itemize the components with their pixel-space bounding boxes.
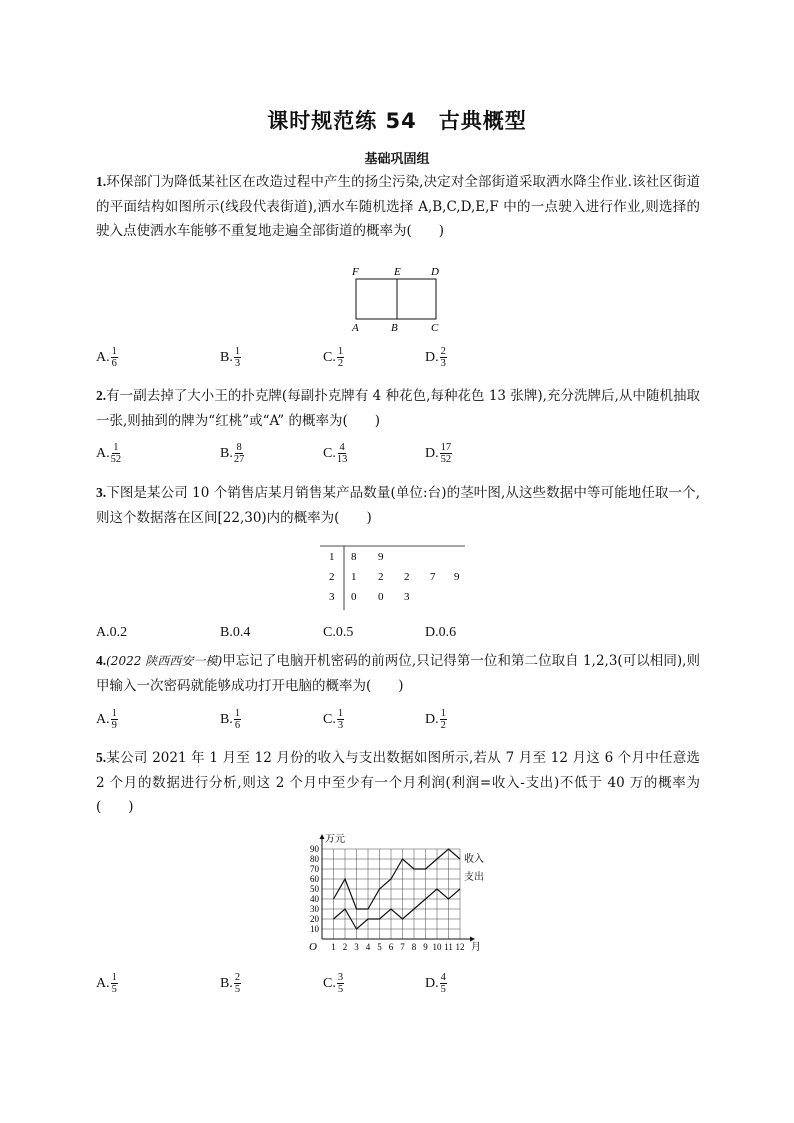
page-title: 课时规范练 54 古典概型 xyxy=(267,109,527,133)
legend-expense: 支出 xyxy=(464,872,484,883)
point-C: C xyxy=(431,322,439,334)
income-expense-chart xyxy=(296,822,496,954)
option-d[interactable]: D. $\frac{17}{52}$ xyxy=(425,442,452,465)
stem-1: 1 xyxy=(329,551,335,563)
question-4 xyxy=(96,649,700,698)
option-a[interactable]: A. $\frac{1}{52}$ xyxy=(96,442,122,465)
question-number: 2. xyxy=(96,388,107,403)
option-c[interactable]: C. 0.5 xyxy=(323,625,354,640)
option-d[interactable]: D. $\frac{2}{3}$ xyxy=(425,346,446,369)
question-text: 有一副去掉了大小王的扑克牌(每副扑克牌有 4 种花色,每种花色 13 张牌),充分洗牌后,从中随机抽取一张,则抽到的牌为“红桃”或“A” 的概率为( ) xyxy=(96,388,700,429)
option-a[interactable]: A. 0.2 xyxy=(96,625,128,640)
chart-grid xyxy=(322,849,460,939)
y-tick-label: 30 xyxy=(310,904,319,914)
question-number: 5. xyxy=(96,750,107,765)
q1-options xyxy=(96,346,716,376)
leaf: 1 xyxy=(351,571,357,583)
question-text: 甲忘记了电脑开机密码的前两位,只记得第一位和第二位取自 1,2,3(可以相同),则甲输入一次密码就能够成功打开电脑的概率为( ) xyxy=(96,653,701,694)
option-c[interactable]: C. $\frac{4}{13}$ xyxy=(323,442,348,465)
y-axis-arrow xyxy=(320,834,325,839)
question-source: (2022 陕西西安一模) xyxy=(106,654,223,668)
question-2 xyxy=(96,384,700,433)
point-A: A xyxy=(352,322,359,334)
stem-leaf-plot xyxy=(320,540,470,612)
x-tick-label: 2 xyxy=(342,942,348,952)
option-d[interactable]: D. 0.6 xyxy=(425,625,457,640)
x-tick-label: 9 xyxy=(423,942,428,952)
x-tick-label: 4 xyxy=(365,942,371,952)
x-tick-label: 7 xyxy=(400,942,405,952)
origin-label: O xyxy=(309,941,317,953)
leaf: 2 xyxy=(404,571,410,583)
leaf: 3 xyxy=(404,591,410,603)
question-text: 某公司 2021 年 1 月至 12 月份的收入与支出数据如图所示,若从 7 月至 12 月这 6 个月中任意选 2 个月的数据进行分析,则这 2 个月中至少有一个月利润(利润=收入-支出)不低于 40 万的概率为( ) xyxy=(96,750,700,815)
y-tick-label: 20 xyxy=(310,914,319,924)
x-axis-label: 月 xyxy=(471,942,481,953)
option-d[interactable]: D. $\frac{4}{5}$ xyxy=(425,972,446,995)
y-tick-label: 50 xyxy=(310,884,319,894)
x-tick-label: 12 xyxy=(455,942,465,952)
option-b[interactable]: B. $\frac{8}{27}$ xyxy=(220,442,245,465)
point-B: B xyxy=(391,322,398,334)
y-tick-label: 80 xyxy=(310,854,319,864)
option-c[interactable]: C. $\frac{1}{3}$ xyxy=(323,708,344,731)
q5-options xyxy=(96,972,716,1002)
leaf: 9 xyxy=(378,551,384,563)
question-3 xyxy=(96,481,700,530)
point-D: D xyxy=(431,266,439,278)
chart-axes xyxy=(320,834,476,942)
q4-options xyxy=(96,708,716,738)
x-axis-arrow xyxy=(470,937,475,942)
option-b[interactable]: B. $\frac{1}{6}$ xyxy=(220,708,241,731)
option-a[interactable]: A. $\frac{1}{9}$ xyxy=(96,708,117,731)
leaf: 0 xyxy=(378,591,384,603)
option-a[interactable]: A. $\frac{1}{6}$ xyxy=(96,346,117,369)
question-text: 下图是某公司 10 个销售店某月销售某产品数量(单位:台)的茎叶图,从这些数据中等可能地任取一个,则这个数据落在区间[22,30)内的概率为( ) xyxy=(96,485,700,526)
option-d[interactable]: D. $\frac{1}{2}$ xyxy=(425,708,446,731)
question-5 xyxy=(96,746,700,820)
option-b[interactable]: B. $\frac{1}{3}$ xyxy=(220,346,241,369)
option-b[interactable]: B. 0.4 xyxy=(220,625,251,640)
leaf: 0 xyxy=(351,591,357,603)
question-1 xyxy=(96,170,700,244)
x-tick-label: 1 xyxy=(331,942,336,952)
option-a[interactable]: A. $\frac{1}{5}$ xyxy=(96,972,117,995)
option-b[interactable]: B. $\frac{2}{5}$ xyxy=(220,972,241,995)
y-tick-label: 70 xyxy=(310,864,319,874)
x-tick-label: 10 xyxy=(432,942,442,952)
leaf: 9 xyxy=(454,571,460,583)
question-text: 环保部门为降低某社区在改造过程中产生的扬尘污染,决定对全部街道采取洒水降尘作业.该社区街道的平面结构如图所示(线段代表街道),洒水车随机选择 A,B,C,D,E,F 中的一点驶入进行作业,则选择的驶入点使洒水车能够不重复地走遍全部街道的概率为( ) xyxy=(96,174,700,239)
y-tick-label: 10 xyxy=(310,924,319,934)
stem-2: 2 xyxy=(329,571,335,583)
y-axis-label: 万元 xyxy=(325,834,345,845)
x-tick-label: 5 xyxy=(377,942,382,952)
street-diagram xyxy=(340,262,450,334)
y-tick-label: 90 xyxy=(310,844,319,854)
x-tick-label: 3 xyxy=(354,942,359,952)
legend-income: 收入 xyxy=(464,854,484,865)
point-E: E xyxy=(394,266,401,278)
x-tick-label: 8 xyxy=(411,942,417,952)
leaf: 2 xyxy=(378,571,384,583)
question-number: 4. xyxy=(96,653,107,668)
leaf: 7 xyxy=(430,571,436,583)
option-c[interactable]: C. $\frac{3}{5}$ xyxy=(323,972,344,995)
option-c[interactable]: C. $\frac{1}{2}$ xyxy=(323,346,344,369)
x-tick-label: 11 xyxy=(444,942,453,952)
question-number: 3. xyxy=(96,485,107,500)
question-number: 1. xyxy=(96,174,107,189)
x-tick-label: 6 xyxy=(388,942,394,952)
x-tick-labels xyxy=(331,942,464,952)
street-rectangle xyxy=(356,279,436,319)
point-F: F xyxy=(352,266,359,278)
q2-options xyxy=(96,442,716,472)
stem-3: 3 xyxy=(329,591,335,603)
section-title: 基础巩固组 xyxy=(364,152,430,167)
y-tick-labels xyxy=(310,844,320,934)
y-tick-label: 60 xyxy=(310,874,319,884)
leaf: 8 xyxy=(351,551,357,563)
y-tick-label: 40 xyxy=(310,894,319,904)
